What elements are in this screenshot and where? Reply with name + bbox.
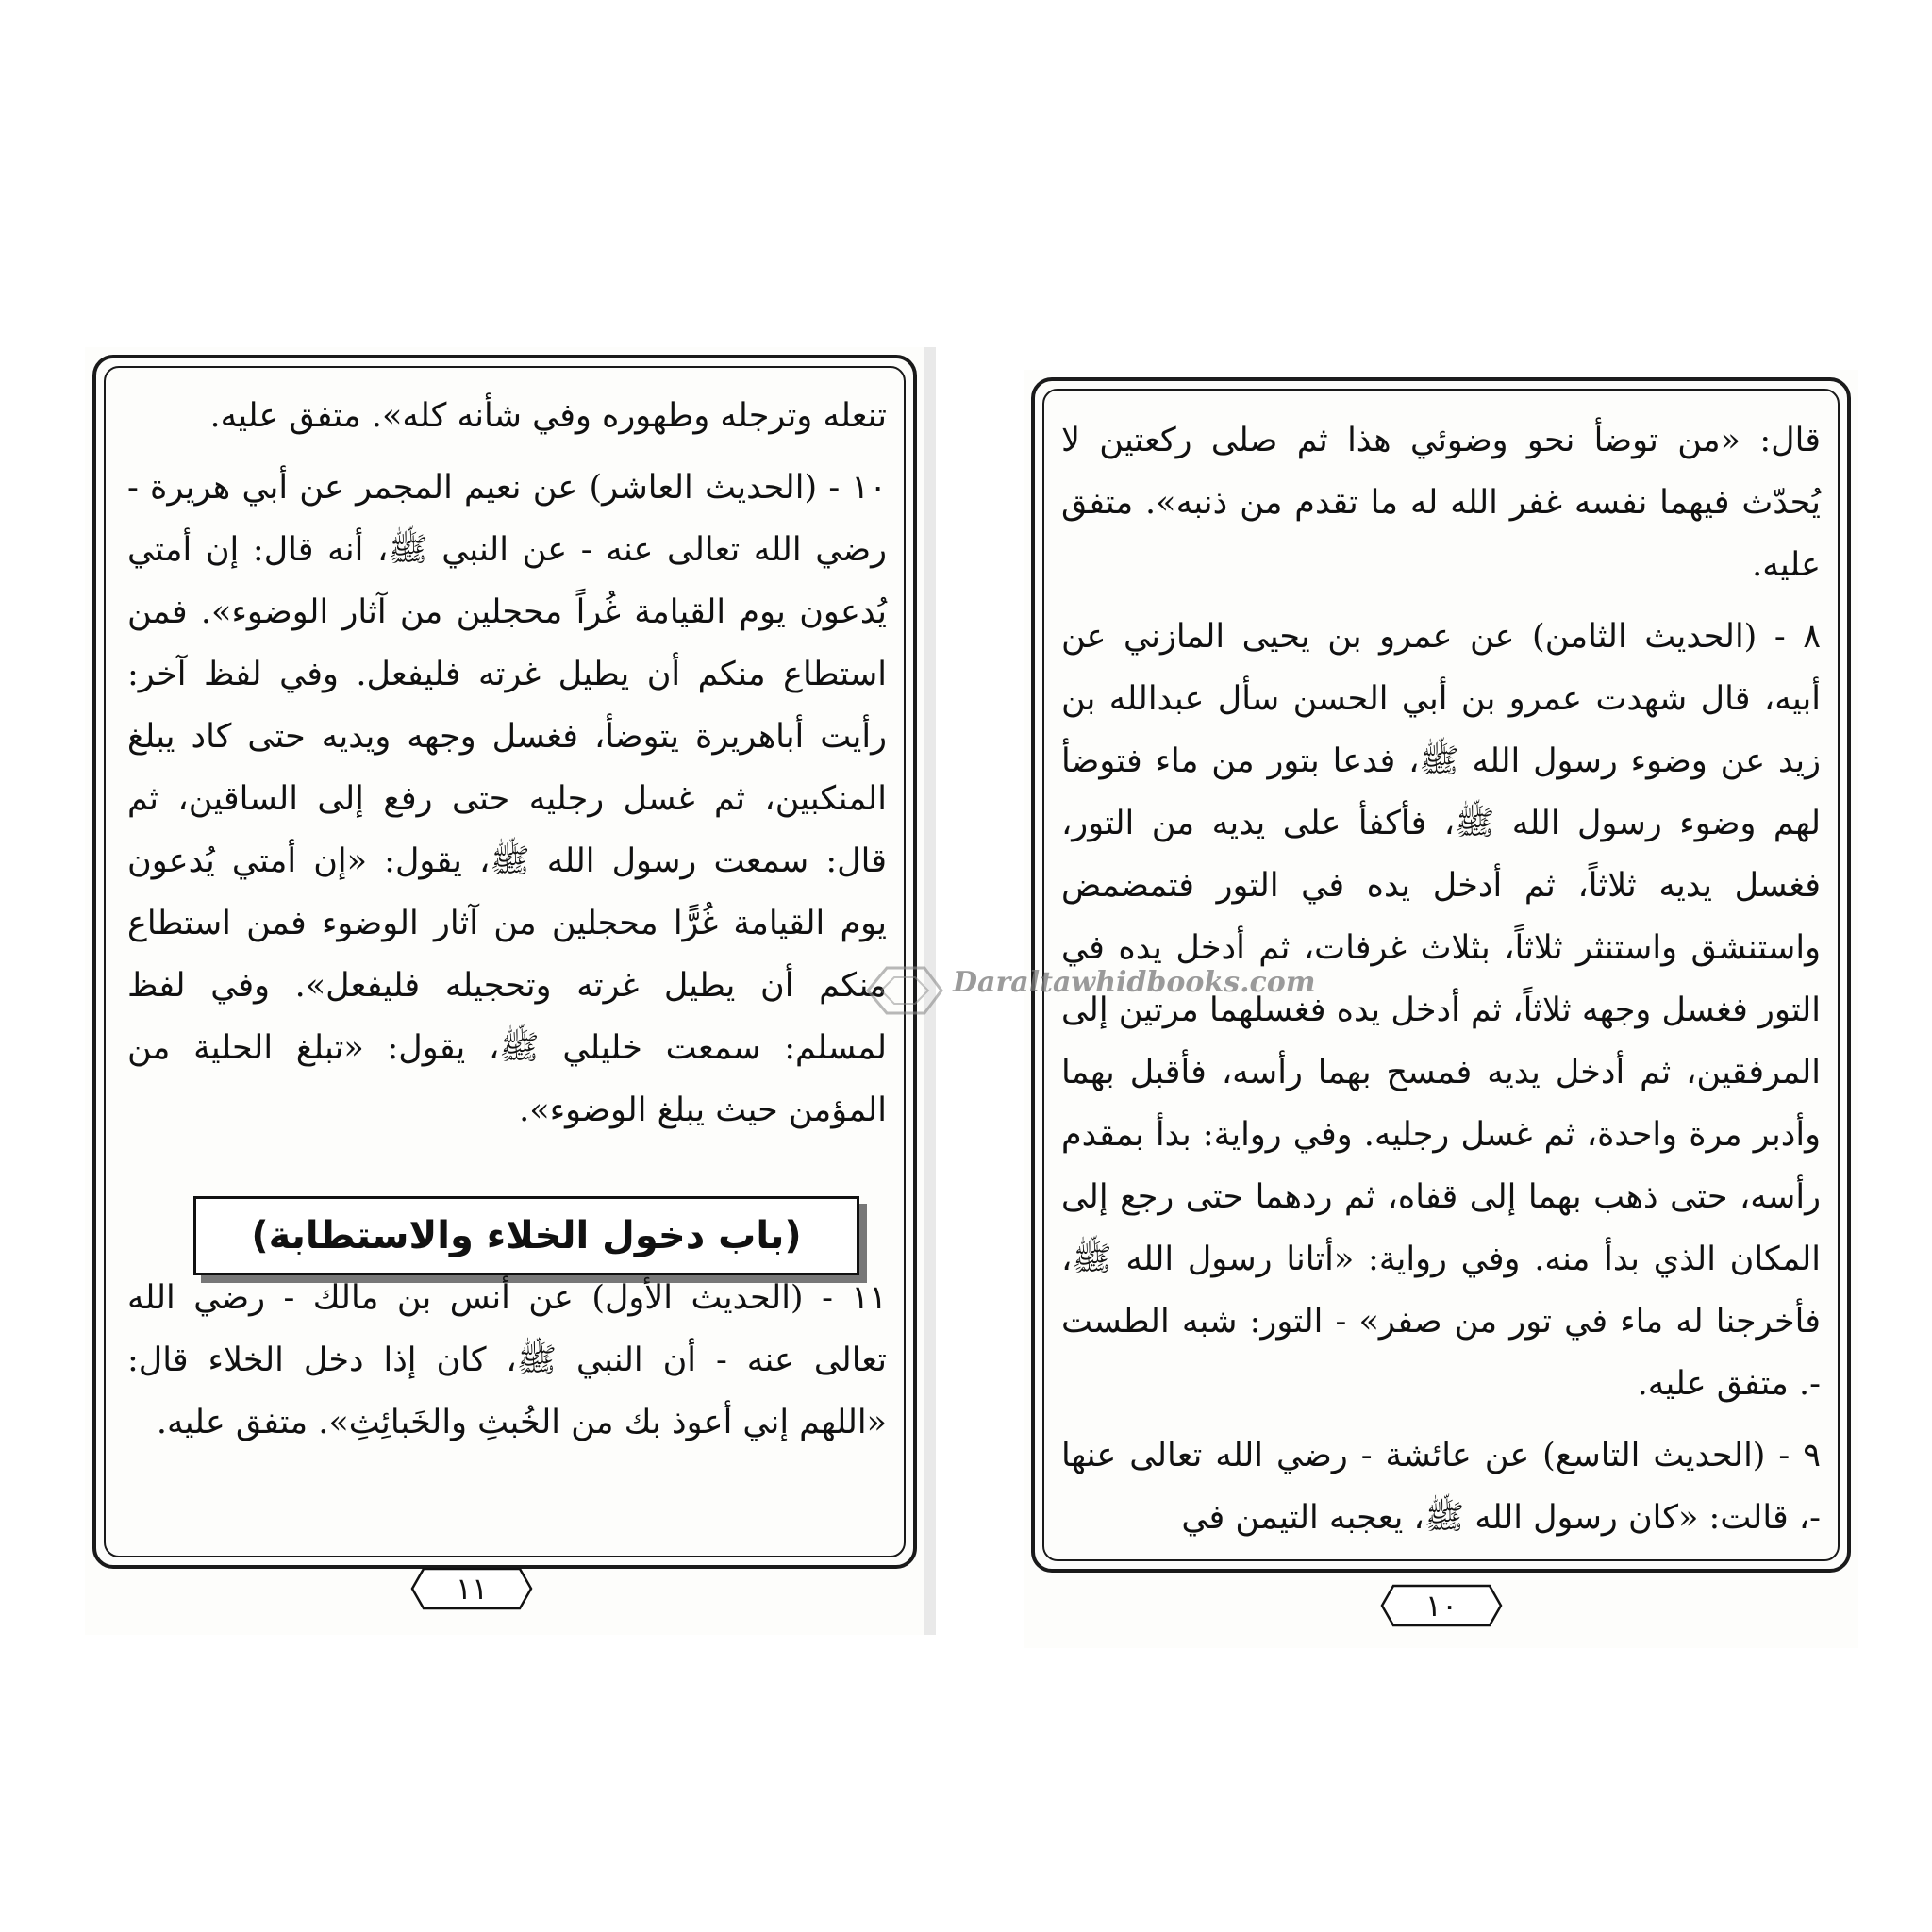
left-page-number-text: ١١	[455, 1571, 489, 1607]
right-paragraph-hadith-9: ٩ - (الحديث التاسع) عن عائشة - رضي الله تعالى عنها -، قالت: «كان رسول الله ﷺ، يعجبه التيمن في	[1061, 1437, 1821, 1537]
left-page-text-top	[127, 385, 887, 1151]
left-paragraph-hadith-11: ١١ - (الحديث الأول) عن أنس بن مالك - رضي الله تعالى عنه - أن النبي ﷺ، كان إذا دخل الخلاء قال: «اللهم إني أعوذ بك من الخُبثِ والخَبائِثِ». متفق عليه.	[127, 1279, 887, 1441]
chapter-title: (باب دخول الخلاء والاستطابة)	[251, 1214, 802, 1257]
left-paragraph-hadith-10: ١٠ - (الحديث العاشر) عن نعيم المجمر عن أبي هريرة - رضي الله تعالى عنه - عن النبي ﷺ، أنه قال: إن أمتي يُدعون يوم القيامة غُراً محجلين من آثار الوضوء». فمن استطاع منكم أن يطيل غرته فليفعل. وفي لفظ آخر: رأيت أباهريرة يتوضأ، فغسل وجهه ويديه حتى كاد يبلغ المنكبين، ثم غسل رجليه حتى رفع إلى الساقين، ثم قال: سمعت رسول الله ﷺ، يقول: «إن أمتي يُدعون يوم القيامة غُرًّا محجلين من آثار الوضوء فمن استطاع منكم أن يطيل غرته وتحجيله فليفعل». وفي لفظ لمسلم: سمعت خليلي ﷺ، يقول: «تبلغ الحلية من المؤمن حيث يبلغ الوضوء».	[127, 469, 887, 1129]
watermark-text: Daraltawhidbooks.com	[953, 966, 1316, 999]
right-paragraph-hadith-8: ٨ - (الحديث الثامن) عن عمرو بن يحيى المازني عن أبيه، قال شهدت عمرو بن أبي الحسن سأل عبدالله بن زيد عن وضوء رسول الله ﷺ، فدعا بتور من ماء فتوضأ لهم وضوء رسول الله ﷺ، فأكفأ على يديه من التور، فغسل يديه ثلاثاً، ثم أدخل يده في التور فتمضمض واستنشق واستنثر ثلاثاً، بثلاث غرفات، ثم أدخل يده في التور فغسل وجهه ثلاثاً، ثم أدخل يده فغسلهما مرتين إلى المرفقين، ثم أدخل يديه فمسح بهما رأسه، فأقبل بهما وأدبر مرة واحدة، ثم غسل رجليه. وفي رواية: بدأ بمقدم رأسه، حتى ذهب بهما إلى قفاه، ثم ردهما حتى رجع إلى المكان الذي بدأ منه. وفي رواية: «أتانا رسول الله ﷺ، فأخرجنا له ماء في تور من صفر» - التور: شبه الطست -. متفق عليه.	[1061, 618, 1821, 1403]
right-paragraph-1: قال: «من توضأ نحو وضوئي هذا ثم صلى ركعتين لا يُحدّث فيهما نفسه غفر الله له ما تقدم من ذنبه». متفق عليه.	[1061, 422, 1821, 584]
chapter-title-box	[193, 1196, 859, 1275]
right-page-number-text: ١٠	[1424, 1588, 1458, 1624]
watermark-logo-icon	[858, 962, 943, 1019]
watermark	[811, 945, 1316, 1028]
left-paragraph-1: تنعله وترجله وطهوره وفي شأنه كله». متفق عليه.	[209, 397, 887, 435]
left-page	[85, 347, 924, 1635]
left-page-text-bottom	[127, 1267, 887, 1463]
right-page-number	[1380, 1584, 1503, 1627]
left-page-number	[410, 1567, 533, 1610]
